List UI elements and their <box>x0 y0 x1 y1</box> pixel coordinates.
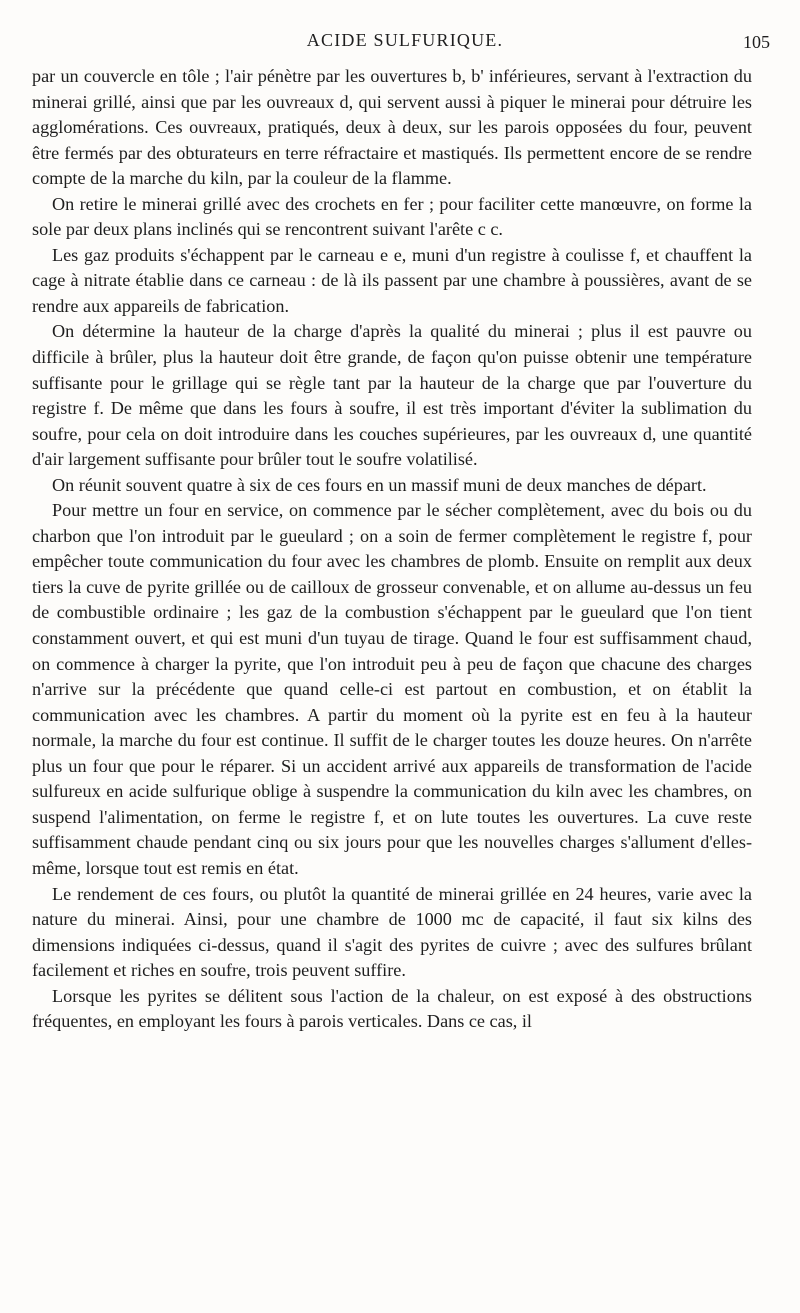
running-header <box>28 30 782 54</box>
paragraph-4: On détermine la hauteur de la charge d'après la qualité du minerai ; plus il est pauvre ou difficile à brûler, plus la hauteur doit être grande, de façon qu'on puisse obtenir une température suffisante pour le grillage qui se règle tant par la hauteur de la charge que par l'ouverture du registre f. De même que dans les fours à soufre, il est très important d'éviter la sublimation du soufre, pour cela on doit introduire dans les couches supérieures, par les ouvreaux d, une quantité d'air largement suffisante pour brûler tout le soufre volatilisé. <box>32 321 752 470</box>
paragraph-2: On retire le minerai grillé avec des crochets en fer ; pour faciliter cette manœuvre, on forme la sole par deux plans inclinés qui se rencontrent suivant l'arête c c. <box>32 193 752 240</box>
paragraph-3: Les gaz produits s'échappent par le carneau e e, muni d'un registre à coulisse f, et chauffent la cage à nitrate établie dans ce carneau : de là ils passent par une chambre à poussières, avant de se rendre aux appareils de fabrication. <box>32 244 752 316</box>
paragraph-6: Pour mettre un four en service, on commence par le sécher complètement, avec du bois ou du charbon que l'on introduit par le gueulard ; on a soin de fermer complètement le registre f, pour empêcher toute communication du four avec les chambres de plomb. Ensuite on remplit aux deux tiers la cuve de pyrite grillée ou de cailloux de grosseur convenable, et on allume au-dessus un feu de combustible ordinaire ; les gaz de la combustion s'échappent par le gueulard que l'on tient constamment ouvert, et qui est muni d'un tuyau de tirage. Quand le four est suffisamment chaud, on commence à charger la pyrite, que l'on introduit peu à peu de façon que chacune des charges n'arrive sur la précédente que quand celle-ci est partout en combustion, et on établit la communication avec les chambres. A partir du moment où la pyrite est en feu à la hauteur normale, la marche du four est continue. Il suffit de le charger toutes les douze heures. On n'arrête plus un four que pour le réparer. Si un accident arrivé aux appareils de transformation de l'acide sulfureux en acide sulfurique oblige à suspendre la communication du kiln avec les chambres, on suspend l'alimentation, on ferme le registre f, et on lute toutes les ouvertures. La cuve reste suffisamment chaude pendant cinq ou six jours pour que les nouvelles charges s'allument d'elles-même, lorsque tout est remis en état. <box>32 500 752 878</box>
running-title: ACIDE SULFURIQUE. <box>306 30 504 50</box>
paragraph-8: Lorsque les pyrites se délitent sous l'action de la chaleur, on est exposé à des obstructions fréquentes, en employant les fours à parois verticales. Dans ce cas, il <box>32 985 752 1032</box>
body-text <box>32 64 752 1035</box>
paragraph-5: On réunit souvent quatre à six de ces fours en un massif muni de deux manches de départ. <box>52 474 707 495</box>
page-number: 105 <box>743 32 770 52</box>
paragraph-1: par un couvercle en tôle ; l'air pénètre par les ouvertures b, b' inférieures, servant à l'extraction du minerai grillé, ainsi que par les ouvreaux d, qui servent aussi à piquer le minerai pour détruire les agglomérations. Ces ouvreaux, pratiqués, deux à deux, sur les parois opposées du four, peuvent être fermés par des obturateurs en terre réfractaire et mastiqués. Ils permettent encore de se rendre compte de la marche du kiln, par la couleur de la flamme. <box>32 66 752 189</box>
paragraph-7: Le rendement de ces fours, ou plutôt la quantité de minerai grillée en 24 heures, varie avec la nature du minerai. Ainsi, pour une chambre de 1000 mc de capacité, il faut six kilns des dimensions indiquées ci-dessus, quand il s'agit des pyrites de cuivre ; avec des sulfures brûlant facilement et riches en soufre, trois peuvent suffire. <box>32 883 752 981</box>
